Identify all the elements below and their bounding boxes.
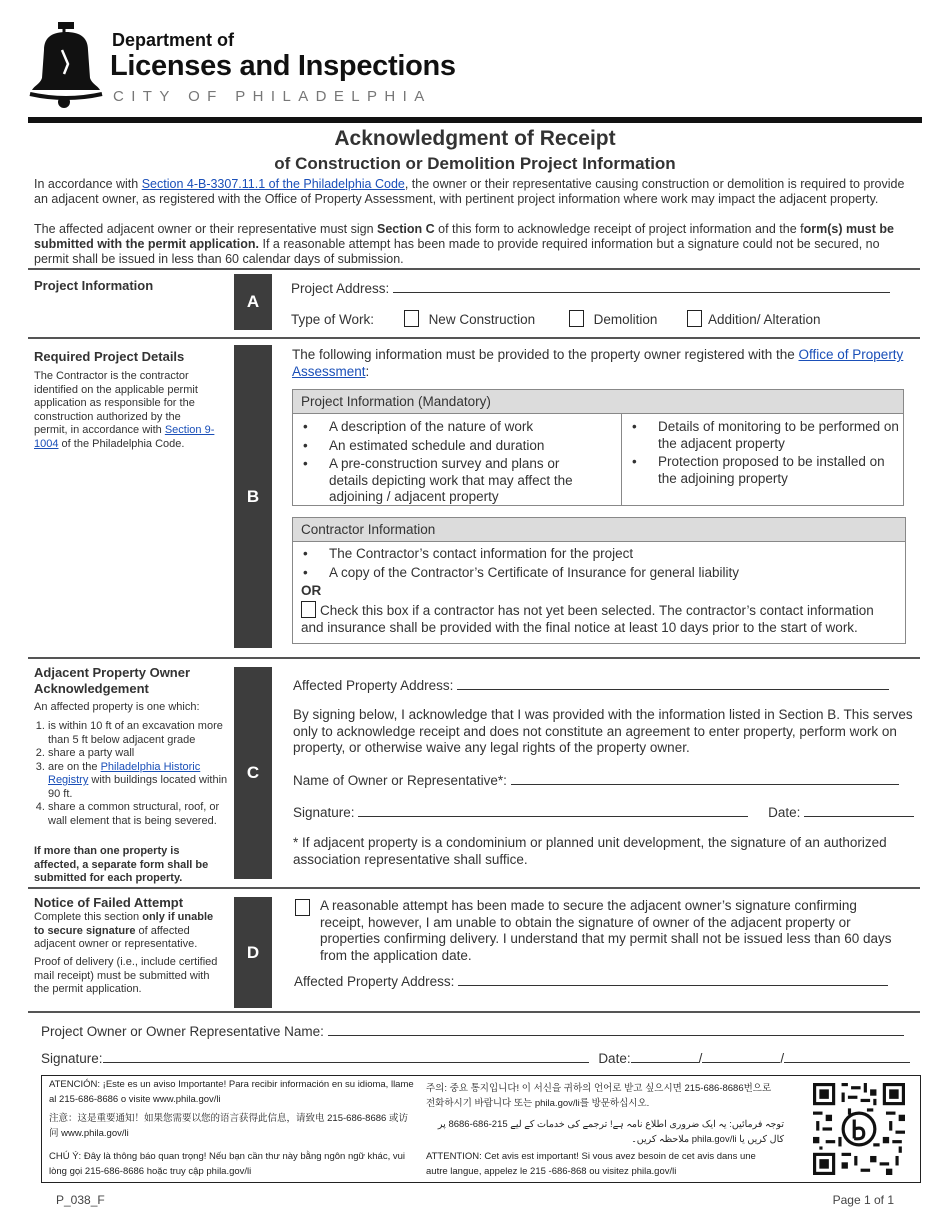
list-item: • Details of monitoring to be performed on the adjacent property (622, 419, 903, 452)
contractor-info-table (292, 517, 906, 644)
section-divider (28, 337, 920, 339)
section-divider (28, 268, 920, 270)
intro-paragraph-1 (34, 177, 914, 207)
demolition-checkbox[interactable] (569, 310, 584, 327)
date-day-field[interactable] (702, 1049, 780, 1063)
type-of-work-label: Type of Work: (291, 312, 375, 327)
addition-alteration-checkbox[interactable] (687, 310, 702, 327)
affected-criteria (34, 720, 230, 828)
demolition-label: Demolition (593, 312, 658, 327)
section-b-lead (292, 347, 904, 380)
intro-text: , the owner or their representative causing construction or demolition is required to provide an adjacent owner, as registered with the Office of Property Assessment, with pertinent project information where work may impact the adjacent property. (34, 177, 905, 206)
mandatory-header: Project Information (Mandatory) (293, 390, 903, 414)
list-item: • The Contractor’s contact information for the project (293, 546, 905, 563)
qr-code-icon[interactable] (813, 1083, 905, 1175)
new-construction-label: New Construction (428, 312, 536, 327)
historic-registry-link[interactable]: Philadelphia Historic Registry (48, 760, 201, 786)
intro-bold: orm(s) must be submitted with the permit application. (34, 222, 894, 251)
code-section-link[interactable]: Section 4-B-3307.11.1 of the Philadelphia Code (141, 177, 405, 191)
section-c-bold-note: If more than one property is affected, a separate form shall be submitted for each property. (34, 845, 209, 884)
project-address-label: Project Address: (291, 281, 390, 296)
side-note-text: of affected adjacent owner or representative. (34, 924, 198, 950)
city-name: CITY OF PHILADELPHIA (113, 88, 432, 105)
no-contractor-checkbox[interactable] (301, 601, 316, 618)
section-divider (28, 887, 920, 889)
date-field[interactable] (804, 803, 914, 817)
owner-signature-label: Signature: (41, 1051, 103, 1066)
section-d-side-note (34, 911, 226, 952)
failed-address-row (294, 972, 888, 991)
opa-link[interactable]: Office of Property Assessment (292, 347, 904, 379)
mandatory-left-col (293, 414, 622, 506)
lead-text: : (365, 363, 370, 379)
owner-name-row (293, 771, 899, 790)
notice-chinese: 注意：这是重要通知！如果您需要以您的语言获得此信息，请致电 215-686-8686 或访问 www.phila.gov/li (49, 1113, 408, 1139)
mandatory-info-table (292, 389, 904, 506)
section-b-title: Required Project Details (34, 349, 185, 364)
page-number: Page 1 of 1 (832, 1193, 894, 1207)
section-c-intro: An affected property is one which: (34, 701, 200, 713)
intro-text: In accordance with (34, 177, 142, 191)
contractor-header: Contractor Information (293, 518, 905, 542)
section-a-letter: A (234, 274, 272, 330)
type-of-work-row (291, 310, 931, 329)
notice-french: ATTENTION: Cet avis est important! Si vous avez besoin de cet avis dans une autre langue, appelez le 215 -686-868 ou visitez phila.gov/li (426, 1151, 756, 1177)
owner-signature-row (41, 1049, 921, 1068)
criteria-item: 4. share a common structural, roof, or wall element that is being severed. (48, 801, 230, 828)
no-contractor-row (293, 599, 905, 636)
condo-footnote: * If adjacent property is a condominium or planned unit development, the signature of an authorized association representative shall suffice. (293, 835, 887, 867)
notice-vietnamese: CHÚ Ý: Đây là thông báo quan trọng! Nếu bạn cần thư này bằng ngôn ngữ khác, vui lòng gọi 215-686-8686 hoặc truy cập phila.gov/li (49, 1151, 406, 1177)
signature-row (293, 803, 923, 822)
list-item: • A pre-construction survey and plans or details depicting work that may affect the adjoining / adjacent property (293, 456, 621, 506)
owner-rep-name-row (41, 1022, 904, 1041)
list-item: • An estimated schedule and duration (293, 438, 621, 455)
list-item: • A copy of the Contractor’s Certificate of Insurance for general liability (293, 565, 905, 582)
language-assistance-box (41, 1075, 921, 1183)
failed-attempt-statement: A reasonable attempt has been made to secure the adjacent owner’s signature confirming receipt, however, I am unable to obtain the signature of owner of the adjacent property or properties confirming delivery. I understand that my permit shall not be issued less than 60 days from the application date. (320, 898, 892, 963)
date-year-field[interactable] (784, 1049, 910, 1063)
criteria-text: are on the (48, 760, 101, 773)
dept-line1: Department of (112, 30, 235, 50)
new-construction-checkbox[interactable] (404, 310, 419, 327)
side-note-text: of the Philadelphia Code. (58, 437, 185, 450)
section-d-letter: D (234, 897, 272, 1008)
side-note-text: Complete this section (34, 911, 143, 923)
date-label: Date: (768, 805, 801, 820)
header-rule (28, 117, 922, 123)
owner-name-field[interactable] (511, 771, 899, 785)
date-month-field[interactable] (631, 1049, 699, 1063)
intro-paragraph-2 (34, 222, 914, 267)
section-d-title: Notice of Failed Attempt (34, 895, 184, 910)
owner-rep-name-field[interactable] (328, 1022, 904, 1036)
page-title: Acknowledgment of Receipt (334, 127, 616, 150)
dept-line2: Licenses and Inspections (110, 50, 456, 82)
section-9-1004-link[interactable]: Section 9-1004 (34, 424, 215, 450)
criteria-item (48, 761, 230, 802)
form-id: P_038_F (56, 1193, 105, 1207)
criteria-item: 1. is within 10 ft of an excavation more than 5 ft below adjacent grade (48, 720, 230, 747)
owner-rep-name-label: Project Owner or Owner Representative Name: (41, 1024, 324, 1039)
mandatory-right-col (622, 414, 903, 506)
section-c-letter: C (234, 667, 272, 879)
criteria-text: with buildings located within 90 ft. (48, 774, 228, 800)
acknowledgement-statement: By signing below, I acknowledge that I was provided with the information listed in Section B. This serves only to acknowledge receipt and does not constitute an agreement to enter property, perform work on property, or otherwise waive any legal rights of the property owner. (293, 707, 913, 755)
owner-name-label: Name of Owner or Representative*: (293, 773, 507, 788)
affected-address-row (293, 676, 889, 695)
section-divider (28, 1011, 920, 1013)
failed-address-label: Affected Property Address: (294, 974, 455, 989)
project-address-row (291, 279, 890, 298)
department-logo (28, 20, 104, 110)
section-divider (28, 657, 920, 659)
criteria-item: 2. share a party wall (48, 747, 230, 761)
affected-address-field[interactable] (457, 676, 889, 690)
section-a-title: Project Information (34, 278, 154, 293)
date-separator: / (698, 1051, 703, 1066)
side-note-text: The Contractor is the contractor identified on the applicable permit application as responsible for the construction authorized by the permit, in accordance with (34, 370, 198, 436)
signature-label: Signature: (293, 805, 355, 820)
no-contractor-text: Check this box if a contractor has not yet been selected. The contractor’s contact information and insurance shall be provided with the final notice at least 10 days prior to the start of work. (301, 603, 874, 635)
failed-address-field[interactable] (458, 972, 888, 986)
intro-text: If a reasonable attempt has been made to provide required information but a signature could not be secured, no permit shall be issued in less than 60 calendar days of submission. (34, 237, 880, 266)
intro-text: The affected adjacent owner or their representative must sign (34, 222, 378, 236)
owner-date-label: Date: (598, 1051, 631, 1066)
intro-bold: Section C (377, 222, 435, 236)
lead-text: The following information must be provided to the property owner registered with the (292, 347, 799, 362)
section-d-proof-note: Proof of delivery (i.e., include certified mail receipt) must be submitted with the permit application. (34, 956, 218, 995)
section-b-side-note (34, 370, 216, 451)
list-item: • A description of the nature of work (293, 419, 621, 436)
project-address-field[interactable] (393, 279, 890, 293)
notice-spanish: ATENCIÓN: ¡Este es un aviso Importante! Para recibir información en su idioma, llame al 215-686-8686 o visite www.phila.gov/li (49, 1079, 414, 1105)
signature-field[interactable] (358, 803, 748, 817)
list-item: • Protection proposed to be installed on the adjoining property (622, 454, 903, 487)
failed-attempt-checkbox[interactable] (295, 899, 310, 916)
owner-signature-field[interactable] (103, 1049, 589, 1063)
page-subtitle: of Construction or Demolition Project Information (274, 154, 676, 173)
affected-address-label: Affected Property Address: (293, 678, 454, 693)
notice-urdu: توجہ فرمائیں: یہ ایک ضروری اطلاع نامہ ہے! ترجمے کی خدمات کے لیے 215-686-8686 پر کال کریں یا phila.gov/li ملاحظہ کریں۔ (437, 1119, 784, 1145)
or-label: OR (301, 583, 322, 598)
section-c-title: Adjacent Property Owner Acknowledgement (34, 665, 191, 696)
side-note-bold: only if unable to secure signature (34, 911, 214, 937)
intro-text: of this form to acknowledge receipt of project information and the f (434, 222, 804, 236)
notice-korean: 주의: 중요 통지입니다! 이 서신을 귀하의 언어로 받고 싶으시면 215-686-8686번으로 전화하시기 바랍니다 또는 phila.gov/li를 방문하십시오. (426, 1083, 772, 1109)
liberty-bell-icon (28, 20, 104, 110)
section-b-letter: B (234, 345, 272, 648)
date-separator: / (780, 1051, 785, 1066)
addition-alteration-label: Addition/ Alteration (707, 312, 821, 327)
